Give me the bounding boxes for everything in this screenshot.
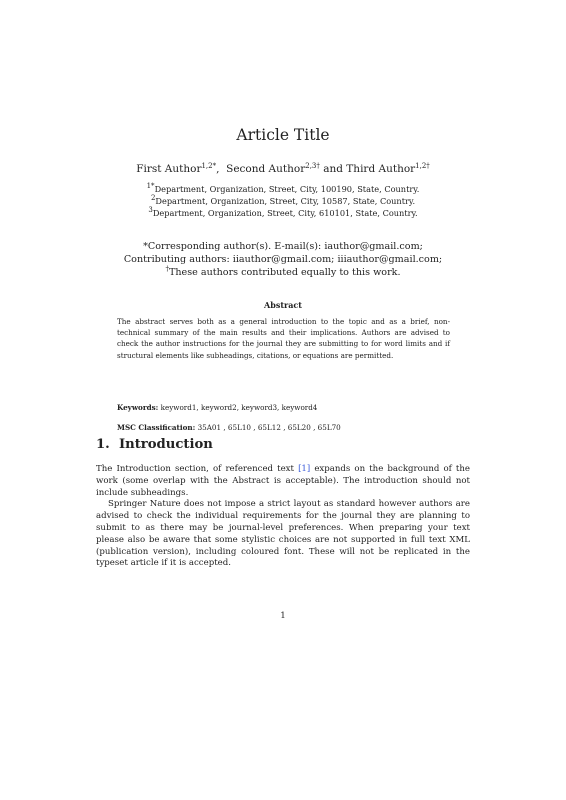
author-name: Third Author [346,163,416,175]
affiliation-mark: 2 [150,194,156,202]
paragraph [96,464,470,499]
affiliation-text: Department, Organization, Street, City, 100190, State, Country. [154,184,420,194]
affiliation-list [0,183,566,219]
paragraph-text: The Introduction section, of referenced text [96,464,299,474]
equal-contribution-line [0,266,566,279]
affiliation-item [0,207,566,219]
author-name: First Author [136,163,202,175]
affiliation-item [0,195,566,207]
keywords-value: keyword1, keyword2, keyword3, keyword4 [160,403,318,412]
author-separator: and [319,163,347,175]
paragraph: Springer Nature does not impose a strict layout as standard however authors are advised to check the individual requirements for the journal they are planning to submit to as there may be journal-level preferences. When preparing your text please also be aware that some stylistic choices are not supported in full text XML (publication version), including coloured font. These will not be replicated in the typeset article if it is accepted. [96,499,470,569]
author-affiliation-marks: 2,3† [305,162,320,170]
corresponding-author-line: *Corresponding author(s). E-mail(s): iauthor@gmail.com; [143,241,423,252]
abstract-text: The abstract serves both as a general introduction to the topic and as a brief, non-technical summary of the main results and their implications. Authors are advised to check the author instructions for the journal they are submitting to for word limits and if structural elements like subheadings, citations, or equations are permitted. [117,317,450,360]
page-number: 1 [280,611,286,621]
citation-link[interactable]: [1] [298,464,311,474]
keywords [117,403,450,412]
abstract-heading: Abstract [264,300,302,310]
affiliation-mark: 3 [148,206,153,214]
equal-contribution-mark: † [165,265,169,273]
author-separator: , [216,163,227,175]
author-affiliation-marks: 1,2† [415,162,430,170]
affiliation-item [0,183,566,195]
author-list [0,163,566,175]
affiliation-text: Department, Organization, Street, City, 610101, State, Country. [152,208,418,218]
paragraph-text: expands on the background of the work (some overlap with the Abstract is acceptable). The introduction should not include subheadings. [96,464,471,498]
article-title: Article Title [236,126,330,144]
msc-value: 35A01 , 65L10 , 65L12 , 65L20 , 65L70 [197,423,341,432]
keywords-label: Keywords: [117,403,159,412]
affiliation-text: Department, Organization, Street, City, 10587, State, Country. [155,196,416,206]
author-affiliation-marks: 1,2* [201,162,217,170]
equal-contribution-text: These authors contributed equally to this work. [168,267,401,278]
introduction-body [96,464,470,570]
author-name: Second Author [226,163,306,175]
contact-info [0,240,566,279]
msc-label: MSC Classification: [117,423,196,432]
msc-classification [117,423,450,432]
affiliation-mark: 1* [146,182,155,190]
contributing-authors-line: Contributing authors: iiauthor@gmail.com; iiiauthor@gmail.com; [123,254,443,265]
section-heading-introduction: 1. Introduction [96,437,213,452]
